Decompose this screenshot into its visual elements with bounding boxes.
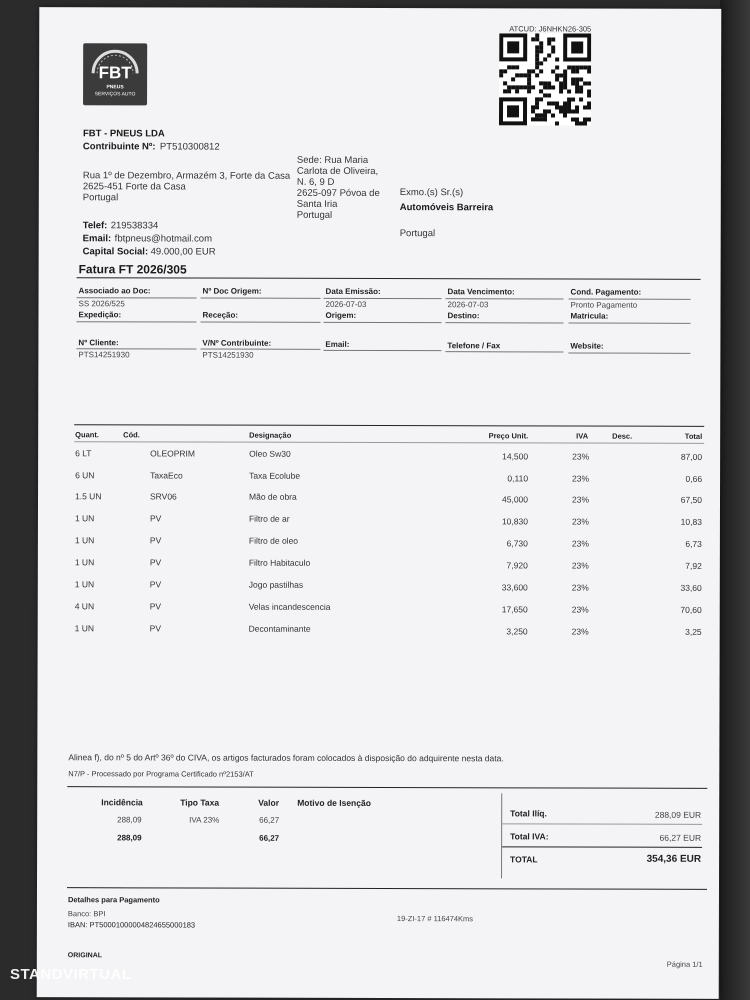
cell-total: 7,92 xyxy=(685,560,702,571)
tax-header-incidencia: Incidência xyxy=(101,797,143,808)
cell-iva: 23% xyxy=(571,626,589,637)
doc-origem-label: Nº Doc Origem: xyxy=(202,286,262,296)
address-line-1: Rua 1º de Dezembro, Armazém 3, Forte da Casa xyxy=(82,170,291,182)
field-underline xyxy=(76,321,196,322)
total-value: 354,36 EUR xyxy=(646,853,702,865)
field-underline xyxy=(200,322,320,323)
cell-quant: 1 UN xyxy=(74,623,95,634)
header-total: Total xyxy=(684,431,703,441)
cell-preco: 3,250 xyxy=(506,626,528,637)
cell-quant: 1 UN xyxy=(74,535,95,546)
cell-total: 33,60 xyxy=(680,582,702,593)
total-label: TOTAL xyxy=(510,854,538,865)
cell-preco: 45,000 xyxy=(501,494,529,505)
logo-text: FBT xyxy=(98,63,132,83)
total-liquido-value: 288,09 EUR xyxy=(654,809,702,820)
cell-designacao: Velas incandescencia xyxy=(248,601,331,612)
cell-quant: 1 UN xyxy=(74,513,95,524)
cond-pagamento-label: Cond. Pagamento: xyxy=(570,287,642,297)
company-name: FBT - PNEUS LDA xyxy=(82,128,165,140)
capital-value: 49.000,00 EUR xyxy=(150,246,216,258)
sede-line-4: 2625-097 Póvoa de xyxy=(296,187,380,200)
data-emissao-label: Data Emissão: xyxy=(325,286,381,297)
background-edge xyxy=(720,0,750,1000)
atcud-code: ATCUD: J6NHKN26-305 xyxy=(509,24,592,34)
cell-cod: PV xyxy=(149,623,162,634)
field-underline xyxy=(568,322,690,323)
field-underline xyxy=(445,351,563,352)
contrib-value: PT510300812 xyxy=(159,141,220,153)
contribuinte-value: PTS14251930 xyxy=(202,350,254,360)
payment-title: Detalhes para Pagamento xyxy=(67,895,160,905)
field-underline xyxy=(568,352,690,353)
field-underline xyxy=(201,298,321,299)
cell-preco: 33,600 xyxy=(501,582,528,593)
cell-cod: PV xyxy=(149,601,162,612)
certification-note: N7/P - Processado por Programa Certificado nº2153/AT xyxy=(68,769,254,779)
cell-designacao: Taxa Ecolube xyxy=(249,470,301,481)
cliente-value: PTS14251930 xyxy=(78,350,130,360)
page-number: Página 1/1 xyxy=(666,959,703,969)
totals-divider xyxy=(502,823,702,825)
tel-label: Telef: xyxy=(82,220,108,232)
origem-label: Origem: xyxy=(325,310,357,320)
expedicao-label: Expedição: xyxy=(78,310,122,320)
cell-designacao: Jogo pastilhas xyxy=(248,579,304,590)
cell-designacao: Filtro de ar xyxy=(248,513,290,524)
civa-note: Alinea f), do nº 5 do Artº 36º do CIVA, os artigos facturados foram colocados à disposição do adquirente nesta data. xyxy=(68,752,504,764)
cliente-label: Nº Cliente: xyxy=(78,338,119,348)
client-country: Portugal xyxy=(399,228,436,240)
cell-iva: 23% xyxy=(571,560,589,571)
tax-header-tipo: Tipo Taxa xyxy=(180,797,220,808)
cell-designacao: Filtro Habitaculo xyxy=(248,557,311,568)
payment-divider xyxy=(67,887,707,890)
cell-designacao: Oleo Sw30 xyxy=(249,448,291,459)
original-label: ORIGINAL xyxy=(67,952,103,960)
cell-iva: 23% xyxy=(571,516,589,527)
total-liquido-label: Total Ilíq. xyxy=(510,808,547,819)
cell-quant: 6 LT xyxy=(75,448,92,459)
cell-total: 3,25 xyxy=(685,626,702,637)
tax-valor-total: 66,27 xyxy=(259,833,280,843)
tax-header-motivo: Motivo de Isenção xyxy=(297,797,371,808)
website-label: Website: xyxy=(570,341,604,351)
cell-designacao: Decontaminante xyxy=(248,623,311,634)
logo-sub1: PNEUS xyxy=(106,84,124,91)
cell-preco: 0,110 xyxy=(507,473,529,484)
cell-cod: PV xyxy=(149,557,162,568)
tax-header-valor: Valor xyxy=(258,797,280,808)
cell-total: 10,83 xyxy=(680,516,702,527)
cell-cod: PV xyxy=(149,535,162,546)
totals-divider xyxy=(502,846,702,848)
tax-incidencia: 288,09 xyxy=(117,815,142,825)
cell-total: 87,00 xyxy=(680,451,703,462)
cell-quant: 6 UN xyxy=(75,470,95,481)
standvirtual-watermark: STANDVIRTUAL xyxy=(10,966,132,983)
cell-preco: 7,920 xyxy=(506,560,528,571)
header-cod: Cód. xyxy=(123,430,140,440)
telefone-fax-label: Telefone / Fax xyxy=(447,341,501,351)
cell-preco: 14,500 xyxy=(502,451,529,462)
header-desc: Desc. xyxy=(612,431,633,441)
sede-line-5: Santa Iria xyxy=(296,198,338,210)
field-underline xyxy=(445,322,563,323)
tax-valor: 66,27 xyxy=(259,815,280,825)
totals-box-edge xyxy=(501,793,502,878)
table-top-divider xyxy=(74,424,704,427)
cell-total: 70,60 xyxy=(680,604,702,615)
vehicle-plate: 19-ZI-17 # 116474Kms xyxy=(396,914,474,924)
cell-preco: 6,730 xyxy=(506,538,528,549)
cond-pagamento-value: Pronto Pagamento xyxy=(570,300,638,310)
payment-bank: Banco: BPI xyxy=(67,909,106,919)
associado-label: Associado ao Doc: xyxy=(78,286,151,296)
cell-iva: 23% xyxy=(572,451,590,462)
tel-value: 219538334 xyxy=(110,220,159,232)
data-vencimento-value: 2026-07-03 xyxy=(447,300,489,310)
sede-line-6: Portugal xyxy=(296,209,333,221)
company-logo xyxy=(83,43,147,105)
rececao-label: Receção: xyxy=(202,310,239,320)
data-vencimento-label: Data Vencimento: xyxy=(447,287,515,297)
field-underline xyxy=(323,350,441,351)
cliente-email-label: Email: xyxy=(325,339,350,349)
cell-preco: 17,650 xyxy=(501,604,528,615)
cell-cod: PV xyxy=(149,513,162,524)
header-underline xyxy=(74,441,704,444)
sede-line-3: N. 6, 9 D xyxy=(296,176,335,188)
contrib-label: Contribuinte Nº: xyxy=(82,141,156,153)
cell-iva: 23% xyxy=(571,494,590,505)
logo-sub2: SERVIÇOS AUTO xyxy=(94,91,136,98)
cell-quant: 1 UN xyxy=(74,557,95,568)
cell-total: 6,73 xyxy=(685,538,702,549)
capital-label: Capital Social: xyxy=(82,246,149,258)
cell-iva: 23% xyxy=(571,604,589,615)
destino-label: Destino: xyxy=(447,311,480,321)
sede-line-1: Sede: Rua Maria xyxy=(296,154,369,166)
cell-total: 67,50 xyxy=(680,494,703,505)
cell-preco: 10,830 xyxy=(501,516,528,527)
email-label: Email: xyxy=(82,233,112,245)
total-iva-value: 66,27 EUR xyxy=(659,832,702,843)
associado-value: SS 2026/525 xyxy=(78,299,125,309)
header-preco: Preço Unit. xyxy=(488,431,529,441)
cell-iva: 23% xyxy=(571,582,589,593)
field-underline xyxy=(323,322,441,323)
cell-cod: OLEOPRIM xyxy=(150,448,196,459)
cell-quant: 1 UN xyxy=(74,579,95,590)
invoice-paper xyxy=(37,7,722,999)
cell-designacao: Mão de obra xyxy=(249,491,297,502)
cell-total: 0,66 xyxy=(685,473,703,484)
payment-iban: IBAN: PT50001000004824655000183 xyxy=(67,920,196,930)
tax-incidencia-total: 288,09 xyxy=(117,833,142,843)
cell-iva: 23% xyxy=(571,538,589,549)
cell-cod: PV xyxy=(149,579,162,590)
cell-cod: TaxaEco xyxy=(150,470,183,481)
cell-quant: 1.5 UN xyxy=(75,491,102,502)
cell-cod: SRV06 xyxy=(150,491,177,502)
header-designacao: Designação xyxy=(249,430,292,440)
qr-code-icon xyxy=(499,33,591,125)
address-line-2: 2625-451 Forte da Casa xyxy=(82,181,186,193)
header-quant: Quant. xyxy=(75,430,99,440)
cell-iva: 23% xyxy=(572,473,590,484)
notes-divider xyxy=(67,786,707,789)
contribuinte-label: V/Nº Contribuinte: xyxy=(202,338,272,348)
client-name: Automóveis Barreira xyxy=(399,202,494,214)
email-value: fbtpneus@hotmail.com xyxy=(114,233,213,245)
title-divider xyxy=(77,277,701,280)
data-emissao-value: 2026-07-03 xyxy=(325,299,367,309)
invoice-title: Fatura FT 2026/305 xyxy=(78,262,187,277)
address-line-3: Portugal xyxy=(82,192,119,204)
matricula-label: Matricula: xyxy=(570,311,609,321)
cell-designacao: Filtro de oleo xyxy=(248,535,299,546)
header-iva: IVA xyxy=(576,431,589,441)
exmo-label: Exmo.(s) Sr.(s) xyxy=(399,187,464,199)
total-iva-label: Total IVA: xyxy=(510,831,549,842)
sede-line-2: Carlota de Oliveira, xyxy=(296,165,379,177)
cell-quant: 4 UN xyxy=(74,601,95,612)
tax-tipo: IVA 23% xyxy=(189,815,220,825)
